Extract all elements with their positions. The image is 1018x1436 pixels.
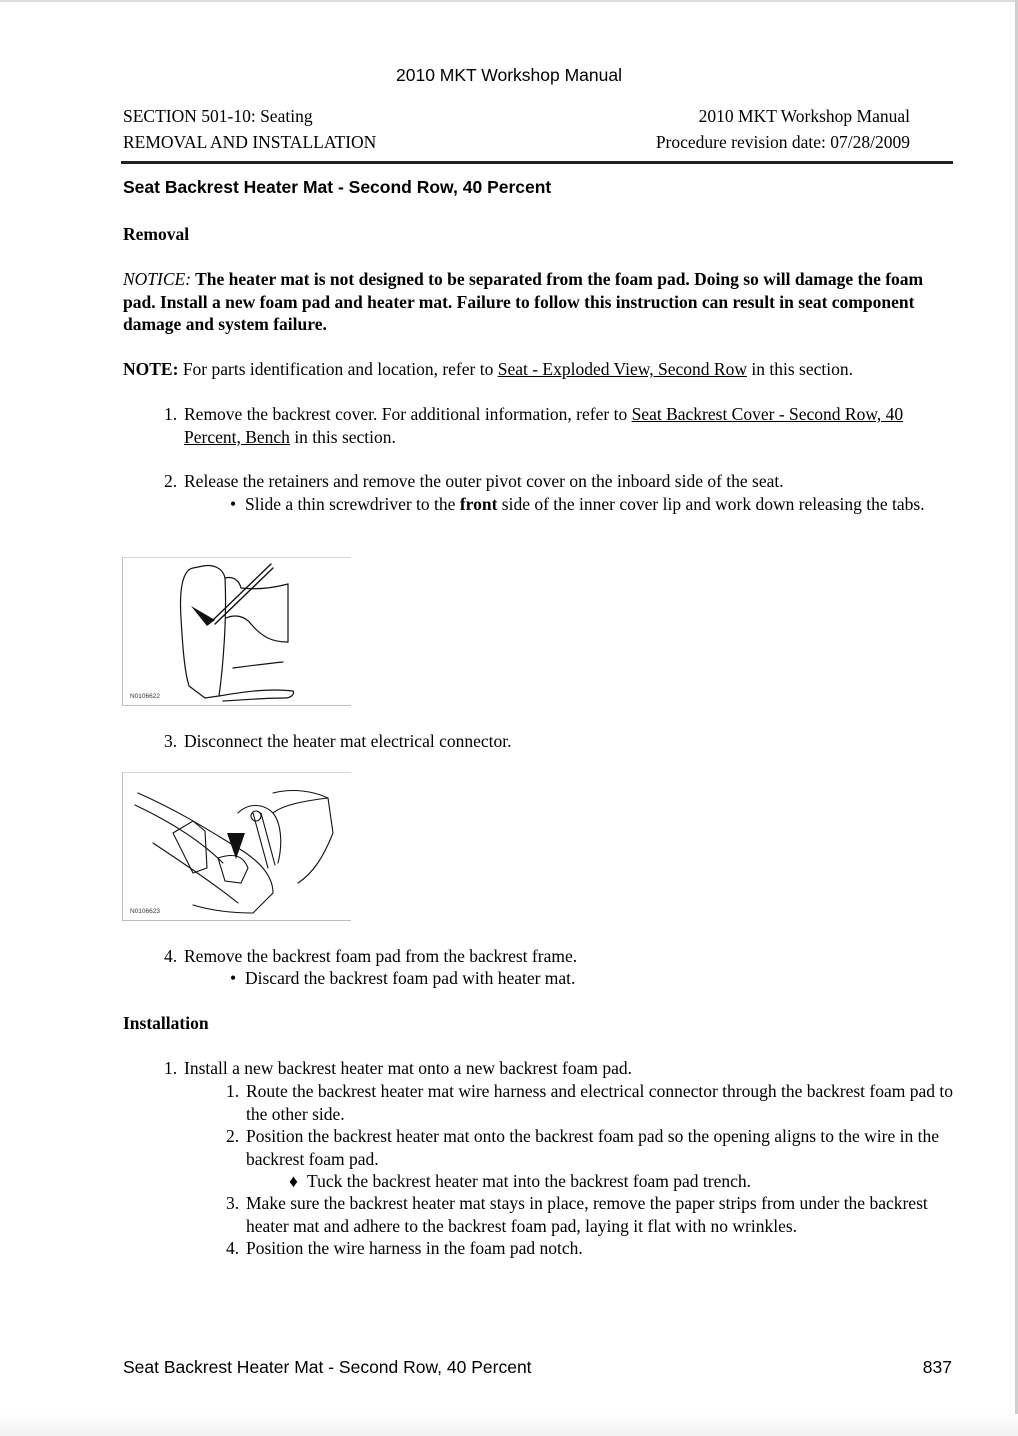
step-text: Install a new backrest heater mat onto a new backrest foam pad. [184,1058,633,1078]
substep-text: Position the backrest heater mat onto the backrest foam pad so the opening aligns to the wire in the backrest foam pad. [246,1126,940,1169]
step-text: Release the retainers and remove the outer pivot cover on the inboard side of the seat. [184,471,784,491]
removal-step-4 [164,945,954,968]
note-text-end: in this section. [751,359,853,379]
diamond-bullet-icon: ♦ [289,1171,298,1191]
step-text: Disconnect the heater mat electrical connector. [184,731,512,751]
bullet-text-end: side of the inner cover lip and work down releasing the tabs. [501,494,925,514]
step-text: Remove the backrest cover. For additional information, refer to [184,404,628,424]
procedure-type-label: REMOVAL AND INSTALLATION [123,132,377,152]
figure-id: N0106623 [130,908,160,915]
installation-substep-2 [226,1125,954,1170]
exploded-view-link[interactable]: Seat - Exploded View, Second Row [497,359,747,379]
revision-date-label: Procedure revision date: 07/28/2009 [655,132,910,152]
removal-step-1 [164,403,954,448]
note-paragraph [123,358,953,381]
page-number: 837 [922,1357,952,1377]
substep-number: 3. [226,1193,240,1213]
manual-name-label: 2010 MKT Workshop Manual [698,106,910,126]
step-text: Remove the backrest foam pad from the backrest frame. [184,946,578,966]
header-divider [121,161,953,164]
procedure-title: Seat Backrest Heater Mat - Second Row, 40 Percent [123,177,552,197]
installation-heading: Installation [123,1013,209,1033]
step-number: 1. [164,404,178,424]
substep-number: 1. [226,1081,240,1101]
pivot-cover-drawing [123,558,351,705]
bullet-symbol: • [230,968,237,988]
bullet-text: Tuck the backrest heater mat into the backrest foam pad trench. [307,1171,751,1191]
removal-heading: Removal [123,224,190,244]
installation-substep-4 [226,1237,954,1260]
installation-substep-2-bullet [289,1170,949,1193]
installation-substep-3 [226,1192,954,1237]
installation-substep-1 [226,1080,954,1125]
notice-text: The heater mat is not designed to be separated from the foam pad. Doing so will damage the foam pad. Install a new foam pad and heater mat. Failure to follow this instruction can result in seat component damage and system failure. [123,269,924,334]
section-header-right [656,103,910,155]
figure-id: N0106622 [130,693,160,700]
removal-step-2 [164,470,954,493]
page-bottom-edge [0,1414,1018,1436]
bullet-symbol: • [230,494,237,514]
notice-paragraph [123,268,953,336]
substep-text: Route the backrest heater mat wire harness and electrical connector through the backrest foam pad to the other side. [246,1081,953,1124]
substep-number: 4. [226,1238,240,1258]
substep-text: Make sure the backrest heater mat stays in place, remove the paper strips from under the backrest heater mat and adhere to the backrest foam pad, laying it flat with no wrinkles. [246,1193,928,1236]
step-number: 3. [164,731,178,751]
step-number: 4. [164,946,178,966]
bullet-text: Slide a thin screwdriver to the [245,494,456,514]
notice-label: NOTICE: [123,269,192,289]
running-header: 2010 MKT Workshop Manual [396,65,622,85]
note-label: NOTE: [123,359,179,379]
note-text: For parts identification and location, refer to [182,359,494,379]
backrest-cover-link[interactable]: Seat Backrest Cover - Second Row, 40 Percent, Bench [184,404,904,447]
connector-drawing [123,773,351,920]
footer-title: Seat Backrest Heater Mat - Second Row, 40 Percent [123,1357,532,1377]
bullet-text: Discard the backrest foam pad with heater mat. [245,968,576,988]
pivot-cover-illustration [122,557,351,706]
removal-step-4-bullet [230,967,952,990]
step-number: 1. [164,1058,178,1078]
step-text-end: in this section. [294,426,396,447]
substep-text: Position the wire harness in the foam pad notch. [246,1238,583,1258]
removal-step-3 [164,730,954,753]
substep-number: 2. [226,1126,240,1146]
installation-step-1 [164,1057,954,1080]
page-top-edge [0,0,1018,2]
connector-illustration [122,772,351,921]
bullet-emphasis: front [459,494,498,514]
removal-step-2-bullet [230,493,952,516]
section-label: SECTION 501-10: Seating [123,106,313,126]
step-number: 2. [164,471,178,491]
arrow-icon [227,833,245,859]
section-header-left [123,103,376,155]
arrow-icon [191,606,215,626]
